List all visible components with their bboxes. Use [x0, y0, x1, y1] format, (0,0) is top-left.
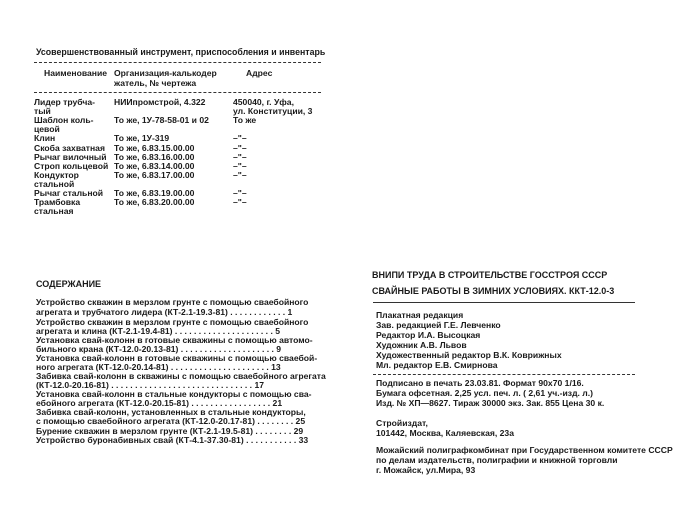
- table-cell-address: ул. Конституции, 3: [233, 106, 313, 116]
- table-header-rule: [34, 92, 321, 93]
- table-cell-org: То же, 1У-78-58-01 и 02: [114, 115, 209, 125]
- print-info-line: Бумага офсетная. 2,25 усл. печ. л. ( 2,61 уч.-изд. л.): [376, 388, 594, 398]
- imprint-rule-mid: [373, 374, 635, 375]
- column-header-name: Наименование: [44, 68, 108, 78]
- staff-line: Зав. редакцией Г.Е. Левченко: [376, 320, 501, 330]
- toc-entry-7: Забивка свай-колонн, установленных в стальные кондукторы,: [36, 407, 306, 417]
- table-cell-name: стальная: [34, 206, 74, 216]
- toc-entry-4: Установка свай-колонн в готовые скважины с помощью сваебой-: [36, 353, 318, 363]
- toc-entry-3: Установка свай-колонн в готовые скважины с помощью автомо-: [36, 335, 313, 345]
- table-cell-address: То же: [233, 115, 257, 125]
- table-cell-org: То же, 6.83.17.00.00: [114, 170, 195, 180]
- print-info-line: Подписано в печать 23.03.81. Формат 90х70 1/16.: [376, 378, 584, 388]
- table-cell-name: Кондуктор: [34, 170, 79, 180]
- toc-entry-9: Устройство буронабивных свай (КТ-4.1-37.30-81) . . . . . . . . . . . 33: [36, 435, 309, 445]
- table-cell-name: Рычаг стальной: [34, 188, 104, 198]
- table-cell-address: –"–: [233, 133, 247, 143]
- toc-entry-5: Забивка свай-колонн в скважины с помощью сваебойного агрегата: [36, 371, 326, 381]
- publisher-line: 101442, Москва, Каляевская, 23а: [376, 428, 514, 438]
- table-cell-org: То же, 1У-319: [114, 133, 170, 143]
- staff-line: Художественный редактор В.К. Коврижных: [376, 350, 562, 360]
- printer-line: по делам издательств, полиграфии и книжной торговли: [376, 455, 618, 465]
- table-cell-org: То же, 6.83.15.00.00: [114, 143, 195, 153]
- table-cell-name: Трамбовка: [34, 197, 81, 207]
- contents-title: СОДЕРЖАНИЕ: [36, 279, 102, 289]
- toc-entry-1: Устройство скважин в мерзлом грунте с помощью сваебойного: [36, 297, 309, 307]
- tools-title: Усовершенствованный инструмент, приспособления и инвентарь: [36, 47, 326, 57]
- printer-line: Можайский полиграфкомбинат при Государственном комитете СССР: [376, 445, 673, 455]
- table-cell-address: –"–: [233, 170, 247, 180]
- imprint-title-line2: СВАЙНЫЕ РАБОТЫ В ЗИМНИХ УСЛОВИЯХ. ККТ-12.0-3: [372, 286, 615, 296]
- table-cell-name: Клин: [34, 133, 56, 143]
- toc-entry-5: (КТ-12.0-20.16-81) . . . . . . . . . . . . . . . . . . . . . . . . . . . . . . 17: [36, 380, 265, 390]
- column-header-org-line2: жатель, № чертежа: [114, 78, 197, 88]
- table-cell-name: Скоба захватная: [34, 143, 105, 153]
- table-cell-org: То же, 6.83.14.00.00: [114, 161, 195, 171]
- toc-entry-7: с помощью сваебойного агрегата (КТ-12.0-20.17-81) . . . . . . . . 25: [36, 416, 306, 426]
- table-cell-name: Шаблон коль-: [34, 115, 94, 125]
- table-cell-address: –"–: [233, 161, 247, 171]
- staff-line: Плакатная редакция: [376, 310, 464, 320]
- staff-line: Редактор И.А. Высоцкая: [376, 330, 481, 340]
- table-cell-org: То же, 6.83.19.00.00: [114, 188, 195, 198]
- toc-entry-4: ного агрегата (КТ-12.0-20.14-81) . . . . . . . . . . . . . . . . . . . . . 13: [36, 362, 281, 372]
- table-cell-name: Строп кольцевой: [34, 161, 109, 171]
- staff-line: Мл. редактор Е.В. Смирнова: [376, 360, 498, 370]
- table-cell-name: Лидер трубча-: [34, 97, 96, 107]
- print-info-line: Изд. № ХП—8627. Тираж 30000 экз. Зак. 855 Цена 30 к.: [376, 398, 605, 408]
- table-cell-name: тый: [34, 106, 51, 116]
- staff-line: Художник А.В. Львов: [376, 340, 467, 350]
- toc-entry-6: Установка свай-колонн в стальные кондукторы с помощью сва-: [36, 389, 312, 399]
- toc-entry-3: бильного крана (КТ-12.0-20.13-81) . . . . . . . . . . . . . . . . . . . . 9: [36, 344, 282, 354]
- imprint-title-line1: ВНИПИ ТРУДА В СТРОИТЕЛЬСТВЕ ГОССТРОЯ СССР: [372, 270, 608, 280]
- table-cell-address: –"–: [233, 143, 247, 153]
- table-cell-address: –"–: [233, 197, 247, 207]
- printer-line: г. Можайск, ул.Мира, 93: [376, 465, 476, 475]
- toc-entry-8: Бурение скважин в мерзлом грунте (КТ-2.1-19.5-81) . . . . . . . . 29: [36, 426, 304, 436]
- toc-entry-1: агрегата и трубчатого лидера (КТ-2.1-19.3-81) . . . . . . . . . . . . 1: [36, 307, 293, 317]
- toc-entry-6: ебойного агрегата (КТ-12.0-20.15-81) . . . . . . . . . . . . . . . . . 21: [36, 398, 283, 408]
- table-cell-name: цевой: [34, 124, 60, 134]
- table-cell-org: То же, 6.83.20.00.00: [114, 197, 195, 207]
- table-top-rule: [34, 62, 321, 63]
- table-cell-address: 450040, г. Уфа,: [233, 97, 294, 107]
- toc-entry-2: Устройство скважин в мерзлом грунте с помощью сваебойного: [36, 317, 309, 327]
- table-cell-name: Рычаг вилочный: [34, 152, 107, 162]
- publisher-line: Стройиздат,: [376, 418, 428, 428]
- column-header-org-line1: Организация-калькодер: [114, 68, 217, 78]
- imprint-rule-top: [373, 302, 635, 303]
- table-cell-address: –"–: [233, 188, 247, 198]
- column-header-address: Адрес: [246, 68, 273, 78]
- table-cell-org: НИИпромстрой, 4.322: [114, 97, 206, 107]
- toc-entry-2: агрегата и клина (КТ-2.1-19.4-81) . . . . . . . . . . . . . . . . . . . . . 5: [36, 326, 280, 336]
- table-cell-name: стальной: [34, 179, 75, 189]
- table-cell-address: –"–: [233, 152, 247, 162]
- table-cell-org: То же, 6.83.16.00.00: [114, 152, 195, 162]
